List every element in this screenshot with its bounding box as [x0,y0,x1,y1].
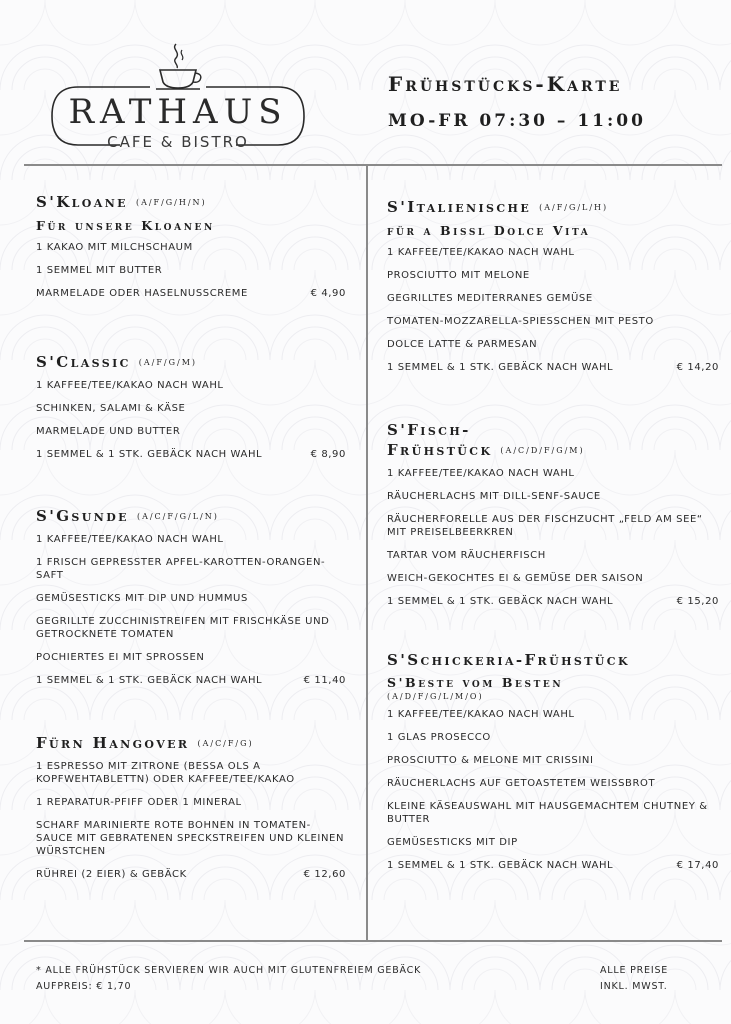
section-subtitle: für a Bissl Dolce Vita [387,223,591,238]
price: € 17,40 [676,860,719,871]
menu-item-priced [387,859,719,872]
price-info-line2: INKL. MWST. [600,981,668,992]
menu-item-priced [36,674,346,687]
menu-item-priced [36,448,346,461]
item-list [387,467,719,608]
menu-item: 1 REPARATUR-PFIFF ODER 1 MINERAL [36,797,242,808]
menu-item: SCHARF MARINIERTE ROTE BOHNEN IN TOMATEN-SAUCE MIT GEBRATENEN SPECKSTREIFEN UND KLEINEN WÜRSTCHEN [36,820,345,857]
menu-item: 1 SEMMEL MIT BUTTER [36,265,163,276]
price-info [600,963,668,995]
section-title: S'Gsunde (A/C/F/G/L/N) [36,507,219,525]
section-title: S'Classic (A/F/G/M) [36,353,198,371]
section-title: Fürn Hangover (A/C/F/G) [36,734,254,752]
item-list [387,246,719,374]
menu-item-priced [36,287,346,300]
menu-item-priced [387,361,719,374]
menu-item: 1 GLAS PROSECCO [387,732,491,743]
menu-item-priced [387,595,719,608]
menu-section-gsunde [36,506,346,687]
menu-item: PROSCIUTTO MIT MELONE [387,270,530,281]
menu-item: RÄUCHERLACHS AUF GETOASTETEM WEISSBROT [387,778,656,789]
item-list [387,708,719,872]
item-list [36,379,346,461]
allergen-codes: (A/F/G/H/N) [135,198,207,207]
menu-item: 1 KAFFEE/TEE/KAKAO NACH WAHL [36,380,224,391]
allergen-codes: (A/F/G/M) [138,358,198,367]
left-column [36,192,346,891]
steam-icon [175,44,178,68]
section-title: S'Italienische (A/F/G/L/H) [387,198,609,216]
menu-item: RÄUCHERLACHS MIT DILL-SENF-SAUCE [387,491,601,502]
menu-item: 1 KAFFEE/TEE/KAKAO NACH WAHL [387,709,575,720]
menu-section-kloane [36,192,346,300]
price: € 8,90 [310,449,346,460]
allergen-codes: (A/D/F/G/L/M/O) [387,692,484,701]
item-list [36,241,346,300]
menu-title: Frühstücks-Karte [388,72,623,96]
menu-item-text: 1 SEMMEL & 1 STK. GEBÄCK NACH WAHL [387,860,614,871]
section-title: S'Kloane (A/F/G/H/N) [36,193,207,211]
menu-item: 1 KAFFEE/TEE/KAKAO NACH WAHL [387,468,575,479]
logo-name: RATHAUS [68,92,288,132]
price: € 11,40 [303,675,346,686]
menu-section-italienische [387,197,719,374]
menu-item-text: 1 SEMMEL & 1 STK. GEBÄCK NACH WAHL [387,596,614,607]
section-subtitle: S'Beste vom Besten [387,675,564,690]
right-column [387,197,719,882]
menu-item: DOLCE LATTE & PARMESAN [387,339,538,350]
menu-item: WEICH-GEKOCHTES EI & GEMÜSE DER SAISON [387,573,644,584]
menu-item-text: 1 SEMMEL & 1 STK. GEBÄCK NACH WAHL [36,449,263,460]
menu-item: TOMATEN-MOZZARELLA-SPIESSCHEN MIT PESTO [387,316,654,327]
allergen-codes: (A/C/F/G/L/N) [136,512,219,521]
bottom-divider [24,940,722,942]
allergen-codes: (A/C/D/F/G/M) [500,446,585,455]
menu-item: GEGRILLTES MEDITERRANES GEMÜSE [387,293,593,304]
column-divider [366,166,368,940]
menu-item: 1 KAFFEE/TEE/KAKAO NACH WAHL [36,534,224,545]
menu-section-classic [36,352,346,461]
logo-subtitle: CAFE & BISTRO [107,133,249,151]
gluten-free-note [36,963,421,995]
item-list [36,760,346,881]
menu-item: GEGRILLTE ZUCCHINISTREIFEN MIT FRISCHKÄSE UND GETROCKNETE TOMATEN [36,616,330,640]
coffee-cup-icon [160,70,196,88]
menu-item-text: 1 SEMMEL & 1 STK. GEBÄCK NACH WAHL [36,675,263,686]
menu-item: TARTAR VOM RÄUCHERFISCH [387,550,546,561]
menu-item-text: MARMELADE ODER HASELNUSSCREME [36,288,248,299]
menu-item-text: RÜHREI (2 EIER) & GEBÄCK [36,869,187,880]
price: € 15,20 [676,596,719,607]
menu-section-fisch [387,420,719,608]
section-title-line2: Frühstück (A/C/D/F/G/M) [387,441,585,459]
menu-item: GEMÜSESTICKS MIT DIP [387,837,518,848]
menu-item: 1 KAFFEE/TEE/KAKAO NACH WAHL [387,247,575,258]
gluten-note-text: * ALLE FRÜHSTÜCK SERVIEREN WIR AUCH MIT GLUTENFREIEM GEBÄCK [36,965,422,976]
rathaus-logo [50,40,310,152]
opening-hours: MO-FR 07:30 – 11:00 [388,111,646,131]
menu-item: POCHIERTES EI MIT SPROSSEN [36,652,205,663]
price-info-line1: ALLE PREISE [600,965,669,976]
top-divider [24,164,722,166]
menu-item: SCHINKEN, SALAMI & KÄSE [36,403,186,414]
menu-item: MARMELADE UND BUTTER [36,426,181,437]
menu-item-text: 1 SEMMEL & 1 STK. GEBÄCK NACH WAHL [387,362,614,373]
menu-section-hangover [36,733,346,881]
allergen-codes: (A/C/F/G) [197,739,254,748]
menu-item: 1 ESPRESSO MIT ZITRONE (BESSA OLS A KOPFWEHTABLETTN) ODER KAFFEE/TEE/KAKAO [36,761,295,785]
menu-section-schickeria [387,650,719,872]
menu-item: 1 KAKAO MIT MILCHSCHAUM [36,242,193,253]
menu-item-priced [36,868,346,881]
price: € 12,60 [303,869,346,880]
price: € 4,90 [310,288,346,299]
menu-item: 1 FRISCH GEPRESSTER APFEL-KAROTTEN-ORANGEN-SAFT [36,557,326,581]
price: € 14,20 [676,362,719,373]
section-subtitle: Für unsere Kloanen [36,218,215,233]
menu-item: RÄUCHERFORELLE AUS DER FISCHZUCHT „FELD AM SEE“ MIT PREISELBEERKREN [387,514,703,538]
menu-item: KLEINE KÄSEAUSWAHL MIT HAUSGEMACHTEM CHUTNEY & BUTTER [387,801,708,825]
item-list [36,533,346,687]
menu-item: PROSCIUTTO & MELONE MIT CRISSINI [387,755,594,766]
allergen-codes: (A/F/G/L/H) [539,203,609,212]
section-title-line1: S'Fisch- [387,421,471,439]
menu-item: GEMÜSESTICKS MIT DIP UND HUMMUS [36,593,248,604]
section-title: S'Schickeria-Frühstück [387,651,630,669]
surcharge-text: AUFPREIS: € 1,70 [36,981,132,992]
